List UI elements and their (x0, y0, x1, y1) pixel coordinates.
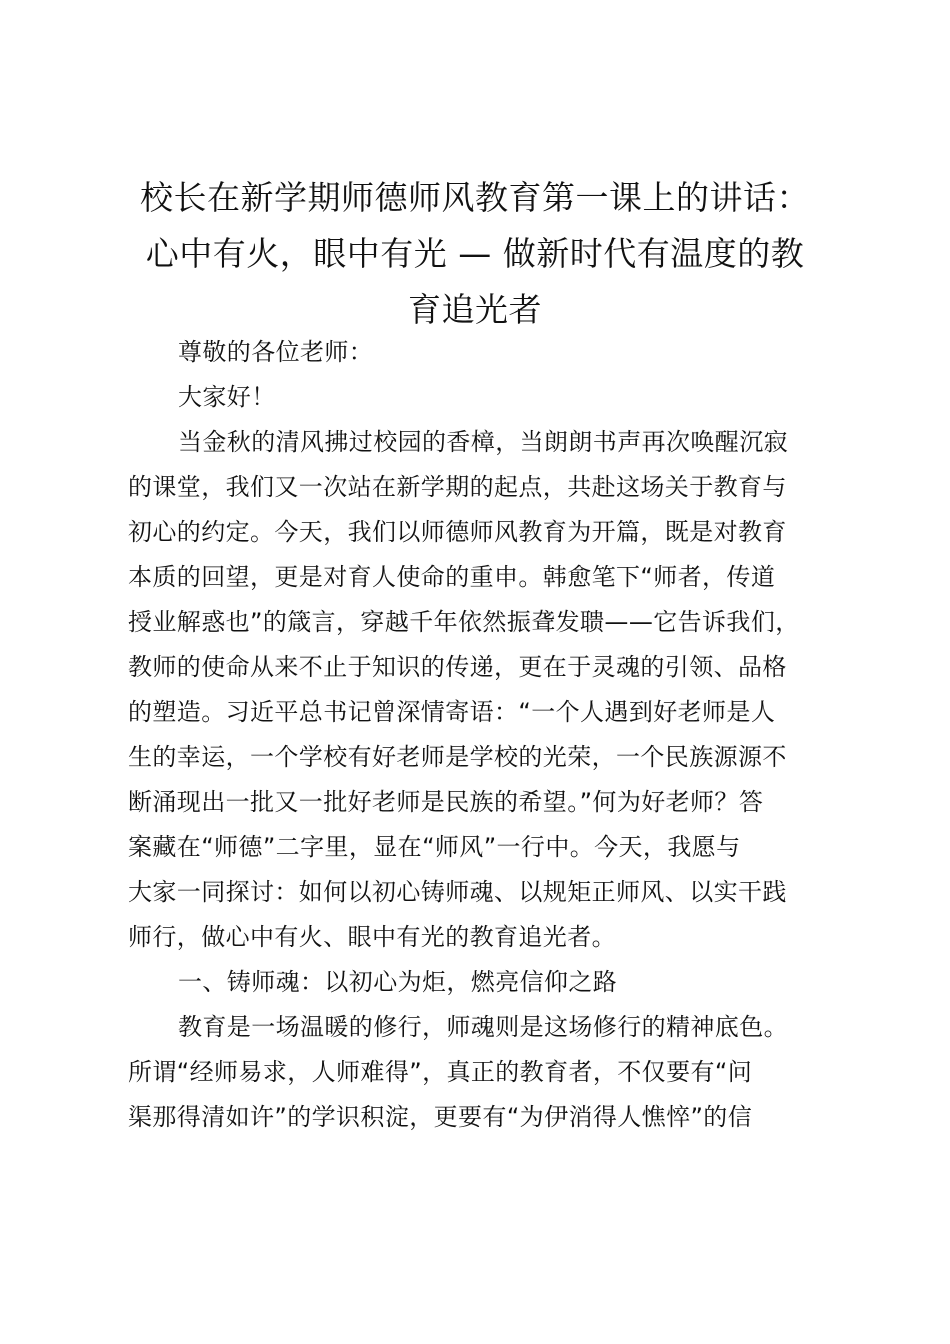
document-body (128, 330, 838, 1140)
title-line: 校长在新学期师德师风教育第一课上的讲话： (140, 178, 810, 217)
text-line: 大家一同探讨：如何以初心铸师魂、以规矩正师风、以实干践 (128, 878, 787, 906)
text-line: 所谓“经师易求，人师难得”，真正的教育者，不仅要有“问 (128, 1058, 753, 1086)
text-line: 教育是一场温暖的修行，师魂则是这场修行的精神底色。 (178, 1013, 788, 1041)
paragraph-intro (128, 420, 838, 960)
text-line: 授业解惑也”的箴言，穿越千年依然振聋发聩——它告诉我们， (128, 608, 800, 636)
title-line: 育追光者 (408, 290, 542, 329)
paragraph-section1 (128, 1005, 838, 1140)
text-line: 的塑造。习近平总书记曾深情寄语：“一个人遇到好老师是人 (128, 698, 776, 726)
text-line: 当金秋的清风拂过校园的香樟，当朗朗书声再次唤醒沉寂 (178, 428, 788, 456)
greeting: 大家好！ (178, 383, 276, 411)
text-line: 案藏在“师德”二字里，显在“师风”一行中。今天，我愿与 (128, 833, 741, 861)
document-title (110, 170, 840, 338)
text-line: 初心的约定。今天，我们以师德师风教育为开篇，既是对教育 (128, 518, 787, 546)
text-line: 本质的回望，更是对育人使命的重申。韩愈笔下“师者，传道 (128, 563, 776, 591)
title-line: 心中有火，眼中有光 — 做新时代有温度的教 (145, 234, 805, 273)
text-line: 教师的使命从来不止于知识的传递，更在于灵魂的引领、品格 (128, 653, 787, 681)
text-line: 的课堂，我们又一次站在新学期的起点，共赴这场关于教育与 (128, 473, 787, 501)
text-line: 师行，做心中有火、眼中有光的教育追光者。 (128, 923, 616, 951)
text-line: 渠那得清如许”的学识积淀，更要有“为伊消得人憔悴”的信 (128, 1103, 753, 1131)
salutation: 尊敬的各位老师： (178, 338, 374, 366)
text-line: 断涌现出一批又一批好老师是民族的希望。”何为好老师？答 (128, 788, 764, 816)
text-line: 生的幸运，一个学校有好老师是学校的光荣，一个民族源源不 (128, 743, 787, 771)
section-heading: 一、铸师魂：以初心为炬，燃亮信仰之路 (178, 968, 618, 996)
